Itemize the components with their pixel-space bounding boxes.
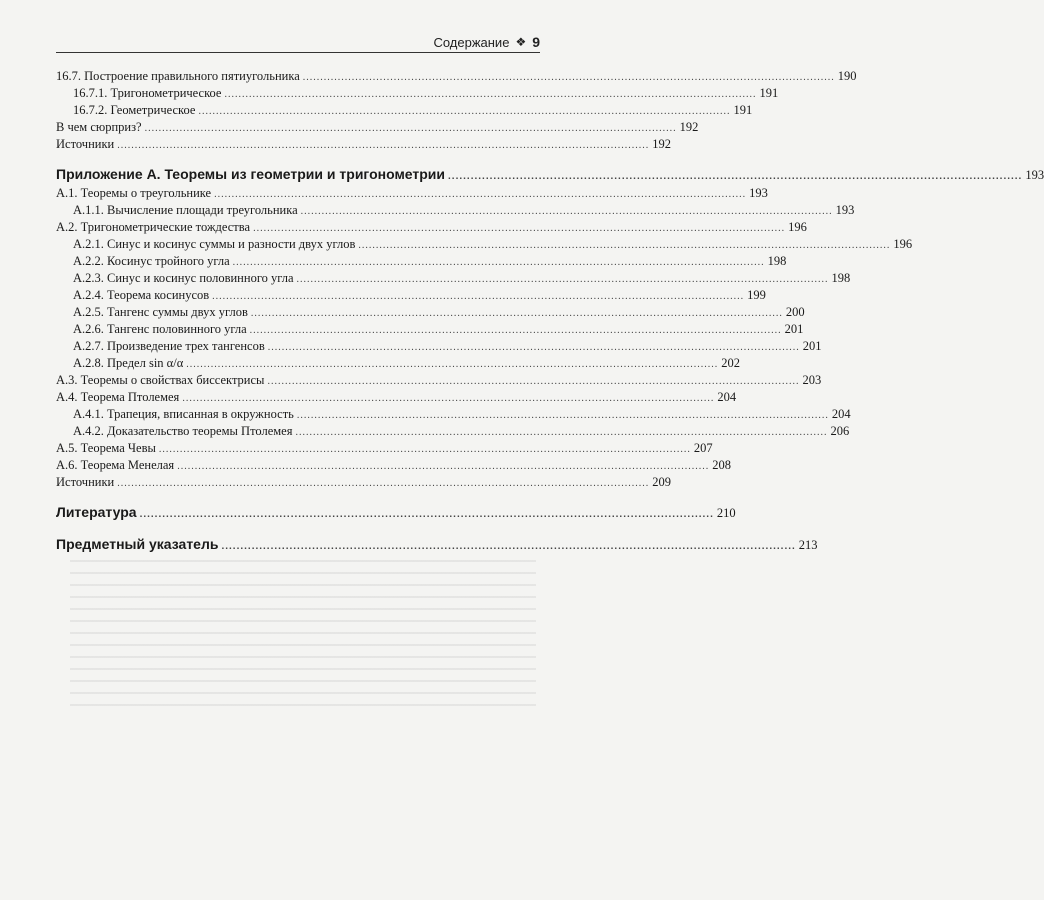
toc-entry[interactable] [56, 253, 787, 270]
dot-leader: ........................................................................................................................................................ [182, 393, 715, 404]
toc-entry-page: 209 [652, 475, 671, 489]
toc-entry[interactable] [56, 202, 855, 219]
toc-entry-page: 192 [679, 120, 699, 134]
toc-entry-title: А.2. Тригонометрические тождества [56, 220, 251, 234]
toc-entry-page: 190 [837, 69, 857, 83]
dot-leader: ........................................................................................................................................................ [253, 223, 786, 234]
toc-entry-page: 200 [785, 305, 805, 319]
toc-entry[interactable] [56, 136, 671, 153]
toc-chapter-entry[interactable] [56, 533, 818, 555]
toc-entry-title: А.2.3. Синус и косинус половинного угла [73, 271, 294, 285]
toc-entry-page: 193 [749, 186, 768, 200]
dot-leader: ........................................................................................................................................................ [448, 171, 1023, 182]
toc-entry-title: А.1. Теоремы о треугольнике [56, 186, 212, 200]
toc-entry-title: А.4. Теорема Птолемея [56, 390, 180, 404]
dot-leader: ........................................................................................................................................................ [224, 89, 757, 100]
dot-leader: ........................................................................................................................................................ [267, 342, 800, 353]
dot-leader: ........................................................................................................................................................ [198, 106, 731, 117]
dot-leader: ........................................................................................................................................................ [144, 123, 677, 134]
toc-chapter-entry[interactable] [56, 163, 1044, 185]
toc-entry-title: А.2.5. Тангенс суммы двух углов [73, 305, 248, 319]
toc-entry-title: А.2.4. Теорема косинусов [73, 288, 210, 302]
toc-entry-page: 201 [802, 339, 822, 353]
dot-leader: ........................................................................................................................................................ [250, 308, 783, 319]
toc-entry-page: 207 [693, 441, 713, 455]
dot-leader: ........................................................................................................................................................ [249, 325, 782, 336]
toc-entry-page: 213 [798, 538, 818, 552]
toc-entry[interactable] [56, 185, 768, 202]
dot-leader: ........................................................................................................................................................ [267, 376, 800, 387]
toc-entry-title: А.2.7. Произведение трех тангенсов [73, 339, 265, 353]
toc-entry-page: 193 [1025, 168, 1044, 182]
toc-entry[interactable] [56, 389, 737, 406]
toc-entry-title: А.1.1. Вычисление площади треугольника [73, 203, 298, 217]
dot-leader: ........................................................................................................................................................ [139, 509, 714, 520]
toc-entry[interactable] [56, 119, 699, 136]
toc-entry[interactable] [56, 287, 766, 304]
toc-entry[interactable] [56, 85, 779, 102]
toc-entry-title: А.2.8. Предел sin α/α [73, 356, 184, 370]
toc-entry-title: Источники [56, 475, 115, 489]
dot-leader: ........................................................................................................................................................ [212, 291, 745, 302]
toc-entry-page: 191 [733, 103, 753, 117]
toc-entry-page: 196 [893, 237, 913, 251]
header-title: Содержание [433, 34, 510, 50]
toc-chapter-title: Литература [56, 504, 137, 520]
toc-entry-page: 202 [721, 356, 740, 370]
toc-entry-title: А.5. Теорема Чевы [56, 441, 156, 455]
page-number: 9 [532, 34, 540, 50]
toc-entry[interactable] [56, 338, 822, 355]
toc-entry[interactable] [56, 423, 850, 440]
toc-entry-page: 199 [747, 288, 766, 302]
toc-entry[interactable] [56, 236, 913, 253]
toc-chapter-title: Приложение А. Теоремы из геометрии и тригонометрии [56, 166, 446, 182]
toc-entry[interactable] [56, 406, 851, 423]
toc-entry-title: А.4.2. Доказательство теоремы Птолемея [73, 424, 293, 438]
toc-entry-page: 206 [830, 424, 850, 438]
toc-entry-title: Источники [56, 137, 115, 151]
dot-leader: ........................................................................................................................................................ [296, 410, 829, 421]
toc-entry[interactable] [56, 440, 713, 457]
toc-entry-title: 16.7.2. Геометрическое [73, 103, 196, 117]
toc-entry[interactable] [56, 474, 671, 491]
toc-entry-page: 198 [767, 254, 787, 268]
toc-entry-page: 191 [759, 86, 779, 100]
toc-entry-page: 196 [788, 220, 807, 234]
toc-entry[interactable] [56, 304, 805, 321]
toc-chapter-entry[interactable] [56, 501, 736, 523]
reverse-side-bleed-through [70, 560, 536, 710]
toc-entry[interactable] [56, 270, 851, 287]
toc-entry-title: 16.7.1. Тригонометрическое [73, 86, 222, 100]
running-header [56, 30, 540, 53]
dot-leader: ........................................................................................................................................................ [186, 359, 719, 370]
toc-entry-title: В чем сюрприз? [56, 120, 142, 134]
toc-entry-page: 198 [831, 271, 851, 285]
toc-entry[interactable] [56, 219, 807, 236]
toc-entry-title: А.6. Теорема Менелая [56, 458, 175, 472]
toc-entry-page: 201 [784, 322, 804, 336]
dot-leader: ........................................................................................................................................................ [177, 461, 710, 472]
toc-entry-title: 16.7. Построение правильного пятиугольника [56, 69, 300, 83]
dot-leader: ........................................................................................................................................................ [296, 274, 829, 285]
dot-leader: ........................................................................................................................................................ [300, 206, 833, 217]
toc-entry-title: А.4.1. Трапеция, вписанная в окружность [73, 407, 294, 421]
toc-entry-page: 210 [716, 506, 736, 520]
toc-entry[interactable] [56, 457, 731, 474]
dot-leader: ........................................................................................................................................................ [358, 240, 891, 251]
dot-leader: ........................................................................................................................................................ [158, 444, 691, 455]
toc-entry[interactable] [56, 321, 804, 338]
toc-entry-title: А.2.2. Косинус тройного угла [73, 254, 230, 268]
dot-leader: ........................................................................................................................................................ [214, 189, 747, 200]
toc-entry[interactable] [56, 372, 822, 389]
dot-leader: ........................................................................................................................................................ [232, 257, 765, 268]
dot-leader: ........................................................................................................................................................ [302, 72, 835, 83]
dot-leader: ........................................................................................................................................................ [295, 427, 828, 438]
dot-leader: ........................................................................................................................................................ [117, 478, 650, 489]
diamond-ornament-icon: ❖ [515, 35, 527, 49]
header-content [433, 34, 540, 50]
toc-entry[interactable] [56, 355, 740, 372]
table-of-contents [56, 68, 1044, 555]
toc-entry-page: 204 [717, 390, 737, 404]
toc-entry[interactable] [56, 102, 753, 119]
toc-entry-title: А.2.1. Синус и косинус суммы и разности двух углов [73, 237, 356, 251]
toc-entry-page: 208 [712, 458, 731, 472]
toc-chapter-title: Предметный указатель [56, 536, 219, 552]
toc-entry-title: А.3. Теоремы о свойствах биссектрисы [56, 373, 265, 387]
toc-entry-page: 192 [652, 137, 671, 151]
toc-entry-title: А.2.6. Тангенс половинного угла [73, 322, 247, 336]
toc-entry-page: 193 [835, 203, 855, 217]
toc-entry-page: 204 [831, 407, 851, 421]
dot-leader: ........................................................................................................................................................ [221, 541, 796, 552]
toc-entry-page: 203 [802, 373, 822, 387]
dot-leader: ........................................................................................................................................................ [117, 140, 650, 151]
toc-entry[interactable] [56, 68, 857, 85]
